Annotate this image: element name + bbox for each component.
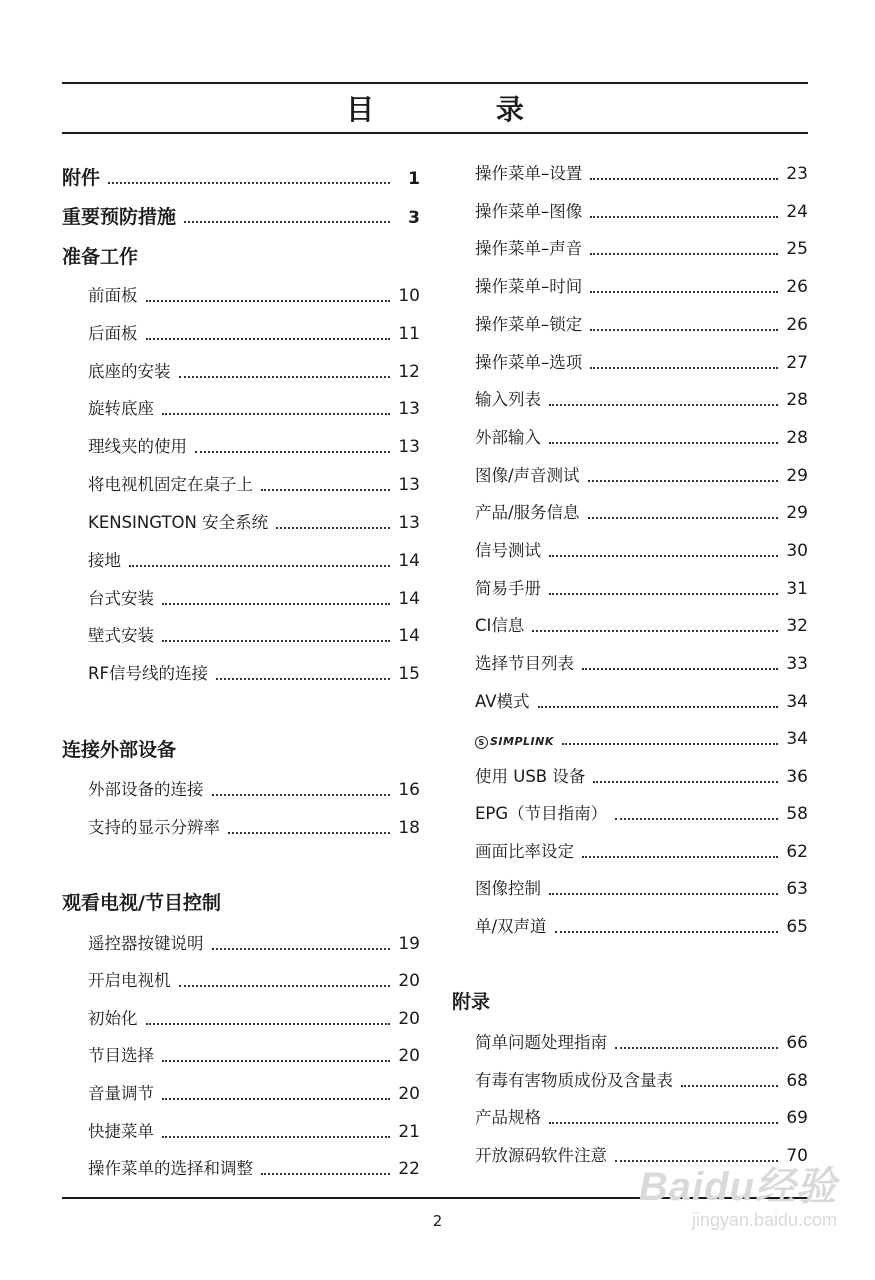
simplink-wordmark: SIMPLINK [490, 734, 554, 748]
section-heading-prep: 准备工作 [62, 246, 139, 268]
dot-leader [146, 1023, 391, 1025]
toc-page: 14 [398, 551, 420, 571]
toc-page: 14 [398, 626, 420, 646]
dot-leader [555, 931, 778, 933]
baidu-watermark [639, 1165, 837, 1231]
toc-label: 单/双声道 [475, 917, 547, 936]
toc-label: 理线夹的使用 [88, 437, 187, 456]
toc-label: 旋转底座 [88, 399, 154, 418]
toc-page: 29 [786, 503, 808, 523]
page-title: 目 录 [346, 93, 580, 126]
toc-entry[interactable] [88, 321, 420, 347]
toc-entry[interactable] [475, 764, 808, 790]
toc-entry[interactable] [475, 1105, 808, 1131]
dot-leader [615, 818, 778, 820]
toc-label: 产品/服务信息 [475, 503, 580, 522]
toc-page: 24 [786, 202, 808, 222]
top-rule [62, 82, 808, 84]
dot-leader [593, 781, 778, 783]
dot-leader [590, 216, 778, 218]
toc-label: 底座的安装 [88, 362, 171, 381]
toc-entry[interactable] [88, 777, 420, 803]
dot-leader [162, 413, 390, 415]
toc-entry-accessories[interactable] [62, 165, 420, 191]
toc-label: 节目选择 [88, 1046, 154, 1065]
toc-label: 操作菜单–设置 [475, 164, 583, 183]
section-heading-appendix: 附录 [452, 991, 491, 1013]
toc-entry[interactable] [88, 472, 420, 498]
toc-entry[interactable] [475, 161, 808, 187]
toc-entry[interactable] [88, 510, 420, 536]
toc-label: 有毒有害物质成份及含量表 [475, 1071, 673, 1090]
toc-page: 23 [786, 164, 808, 184]
watermark-url: jingyan.baidu.com [691, 1210, 837, 1230]
simplink-ring-icon: S [475, 736, 488, 749]
toc-label: 操作菜单–时间 [475, 277, 583, 296]
toc-label: 画面比率设定 [475, 842, 574, 861]
watermark-logo: Baidu经验 [638, 1165, 837, 1209]
dot-leader [162, 1060, 390, 1062]
toc-label: 初始化 [88, 1009, 138, 1028]
dot-leader [549, 404, 778, 406]
toc-label: 外部输入 [475, 428, 541, 447]
toc-label: KENSINGTON 安全系统 [88, 513, 269, 532]
toc-entry[interactable] [475, 387, 808, 413]
dot-leader [162, 1098, 390, 1100]
dot-leader [228, 832, 390, 834]
toc-label: 简单问题处理指南 [475, 1033, 607, 1052]
toc-page: 19 [398, 934, 420, 954]
toc-entry[interactable] [475, 839, 808, 865]
toc-label: 图像/声音测试 [475, 466, 580, 485]
dot-leader [538, 706, 778, 708]
toc-page: 25 [786, 239, 808, 259]
toc-entry[interactable] [88, 623, 420, 649]
toc-entry[interactable] [475, 350, 808, 376]
toc-label: 操作菜单的选择和调整 [88, 1159, 253, 1178]
toc-page: 29 [786, 466, 808, 486]
dot-leader [162, 1136, 390, 1138]
dot-leader [162, 640, 390, 642]
dot-leader [276, 527, 390, 529]
toc-page: 20 [398, 1046, 420, 1066]
toc-page: 26 [786, 315, 808, 335]
toc-page: 26 [786, 277, 808, 297]
dot-leader [562, 743, 778, 745]
dot-leader [179, 985, 391, 987]
dot-leader [590, 253, 778, 255]
toc-page: 31 [786, 579, 808, 599]
toc-entry[interactable] [88, 1006, 420, 1032]
toc-entry[interactable] [88, 1043, 420, 1069]
dot-leader [212, 948, 391, 950]
toc-entry[interactable] [88, 434, 420, 460]
toc-page: 20 [398, 971, 420, 991]
toc-label: RF信号线的连接 [88, 664, 208, 683]
dot-leader [681, 1085, 778, 1087]
simplink-logo [475, 729, 554, 755]
dot-leader [549, 893, 778, 895]
toc-entry[interactable] [475, 576, 808, 602]
toc-label: CI信息 [475, 616, 525, 635]
toc-label: AV模式 [475, 692, 530, 711]
toc-page: 11 [398, 324, 420, 344]
toc-label: 使用 USB 设备 [475, 767, 586, 786]
dot-leader [582, 856, 778, 858]
toc-label: 操作菜单–选项 [475, 353, 583, 372]
toc-page: 70 [786, 1146, 808, 1166]
dot-leader [532, 630, 778, 632]
dot-leader [582, 668, 778, 670]
toc-page: 32 [786, 616, 808, 636]
toc-page: 13 [398, 475, 420, 495]
toc-entry[interactable] [475, 425, 808, 451]
toc-entry[interactable] [475, 689, 808, 715]
toc-label: EPG（节目指南） [475, 804, 608, 823]
toc-entry[interactable] [88, 815, 420, 841]
toc-page: 65 [786, 917, 808, 937]
toc-label: 简易手册 [475, 579, 541, 598]
dot-leader [146, 338, 391, 340]
toc-page: 62 [786, 842, 808, 862]
toc-entry[interactable] [475, 651, 808, 677]
toc-page: 3 [408, 208, 420, 228]
section-heading-watch: 观看电视/节目控制 [62, 892, 221, 914]
toc-label: 重要预防措施 [62, 206, 177, 228]
toc-label: 信号测试 [475, 541, 541, 560]
page-number: 2 [432, 1212, 443, 1230]
toc-page: 20 [398, 1084, 420, 1104]
toc-label: 将电视机固定在桌子上 [88, 475, 253, 494]
toc-entry[interactable] [475, 274, 808, 300]
dot-leader [129, 565, 390, 567]
dot-leader [195, 451, 390, 453]
toc-label: 台式安装 [88, 589, 154, 608]
toc-page: 66 [786, 1033, 808, 1053]
toc-page: 34 [786, 692, 808, 712]
toc-page: 34 [786, 729, 808, 749]
toc-label: 壁式安装 [88, 626, 154, 645]
toc-page: 10 [398, 286, 420, 306]
toc-page: 14 [398, 589, 420, 609]
toc-entry[interactable] [475, 914, 808, 940]
toc-label: 操作菜单–声音 [475, 239, 583, 258]
dot-leader [261, 1173, 390, 1175]
toc-entry[interactable] [88, 968, 420, 994]
dot-leader [590, 178, 778, 180]
toc-page: 36 [786, 767, 808, 787]
toc-label: 图像控制 [475, 879, 541, 898]
toc-label: 开放源码软件注意 [475, 1146, 607, 1165]
toc-page: 27 [786, 353, 808, 373]
toc-page: 33 [786, 654, 808, 674]
toc-page: 13 [398, 513, 420, 533]
toc-label: 外部设备的连接 [88, 780, 204, 799]
toc-entry[interactable] [88, 283, 420, 309]
toc-label: 附件 [62, 167, 101, 189]
title-rule [62, 132, 808, 134]
toc-entry[interactable] [475, 1068, 808, 1094]
toc-page: 12 [398, 362, 420, 382]
dot-leader [108, 182, 390, 184]
toc-label: 操作菜单–锁定 [475, 315, 583, 334]
toc-entry-simplink[interactable] [475, 726, 808, 752]
toc-entry[interactable] [88, 548, 420, 574]
toc-label: 接地 [88, 551, 121, 570]
dot-leader [590, 291, 778, 293]
dot-leader [184, 221, 390, 223]
toc-entry[interactable] [475, 1030, 808, 1056]
toc-label: 产品规格 [475, 1108, 541, 1127]
toc-label: 遥控器按键说明 [88, 934, 204, 953]
toc-page: 28 [786, 428, 808, 448]
toc-page: 30 [786, 541, 808, 561]
section-heading-external: 连接外部设备 [62, 739, 177, 761]
toc-entry[interactable] [475, 876, 808, 902]
toc-page: 68 [786, 1071, 808, 1091]
dot-leader [588, 480, 778, 482]
toc-entry-precautions[interactable] [62, 204, 420, 230]
toc-entry[interactable] [475, 500, 808, 526]
toc-label: 后面板 [88, 324, 138, 343]
toc-page: 69 [786, 1108, 808, 1128]
toc-page: 28 [786, 390, 808, 410]
dot-leader [615, 1160, 778, 1162]
toc-page: 13 [398, 399, 420, 419]
toc-entry[interactable] [88, 1081, 420, 1107]
toc-page: 63 [786, 879, 808, 899]
toc-label: 操作菜单–图像 [475, 202, 583, 221]
toc-label: 输入列表 [475, 390, 541, 409]
toc-entry[interactable] [475, 801, 808, 827]
dot-leader [261, 489, 390, 491]
toc-entry[interactable] [475, 463, 808, 489]
dot-leader [179, 376, 391, 378]
toc-page: 58 [786, 804, 808, 824]
toc-entry[interactable] [88, 359, 420, 385]
toc-entry[interactable] [475, 236, 808, 262]
toc-entry[interactable] [475, 312, 808, 338]
toc-page: 1 [408, 169, 420, 189]
toc-label: 支持的显示分辨率 [88, 818, 220, 837]
dot-leader [549, 442, 778, 444]
toc-entry[interactable] [88, 1119, 420, 1145]
dot-leader [146, 300, 391, 302]
toc-page: 20 [398, 1009, 420, 1029]
dot-leader [549, 555, 778, 557]
dot-leader [549, 1122, 778, 1124]
dot-leader [216, 678, 390, 680]
dot-leader [590, 367, 778, 369]
dot-leader [588, 517, 778, 519]
toc-entry[interactable] [475, 199, 808, 225]
toc-label: 前面板 [88, 286, 138, 305]
toc-label: 选择节目列表 [475, 654, 574, 673]
dot-leader [590, 329, 778, 331]
toc-page: 21 [398, 1122, 420, 1142]
toc-entry[interactable] [88, 1156, 420, 1182]
toc-entry[interactable] [88, 931, 420, 957]
toc-entry[interactable] [475, 613, 808, 639]
toc-entry[interactable] [88, 586, 420, 612]
toc-page: 18 [398, 818, 420, 838]
dot-leader [615, 1047, 778, 1049]
toc-label: 开启电视机 [88, 971, 171, 990]
toc-page: 16 [398, 780, 420, 800]
toc-page: 15 [398, 664, 420, 684]
toc-page: 13 [398, 437, 420, 457]
dot-leader [162, 603, 390, 605]
toc-entry[interactable] [88, 396, 420, 422]
toc-label: 快捷菜单 [88, 1122, 154, 1141]
toc-page: 22 [398, 1159, 420, 1179]
toc-entry[interactable] [88, 661, 420, 687]
dot-leader [212, 794, 391, 796]
toc-entry[interactable] [475, 538, 808, 564]
toc-label: 音量调节 [88, 1084, 154, 1103]
dot-leader [549, 593, 778, 595]
